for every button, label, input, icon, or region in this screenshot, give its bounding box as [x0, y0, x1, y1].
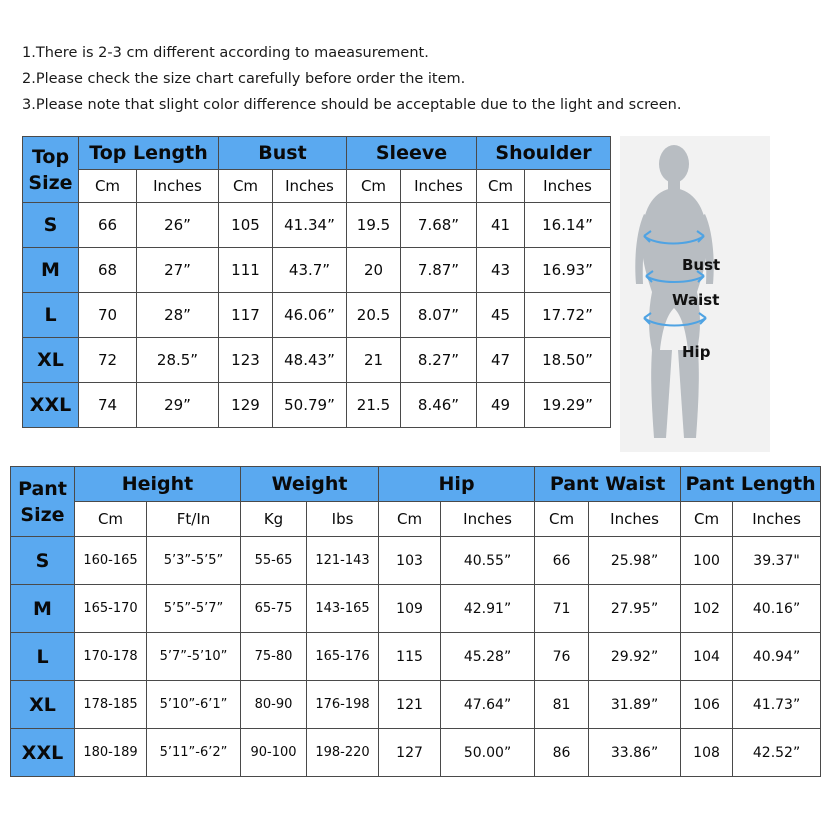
pant-cell-s-0: 160-165 [75, 537, 147, 585]
pant-cell-xl-6: 81 [535, 681, 589, 729]
top-cell-xl-1: 28.5” [137, 338, 219, 383]
pant-cell-m-2: 65-75 [241, 585, 307, 633]
figure-label-waist: Waist [672, 291, 720, 309]
table-row [11, 729, 821, 777]
notes-block [22, 40, 722, 118]
table-row [11, 633, 821, 681]
pant-unit-header-4: Cm [379, 502, 441, 537]
pant-row-label-l: L [11, 633, 75, 681]
pant-cell-m-5: 42.91” [441, 585, 535, 633]
top-size-corner-line1: Top [31, 145, 70, 168]
pant-cell-xxl-5: 50.00” [441, 729, 535, 777]
pant-cell-s-2: 55-65 [241, 537, 307, 585]
top-cell-xl-5: 8.27” [401, 338, 477, 383]
top-cell-m-7: 16.93” [525, 248, 611, 293]
pant-table-group-header-row [11, 467, 821, 502]
top-cell-xxl-1: 29” [137, 383, 219, 428]
pant-cell-s-6: 66 [535, 537, 589, 585]
pant-cell-s-9: 39.37" [733, 537, 821, 585]
top-cell-m-2: 111 [219, 248, 273, 293]
pant-cell-l-5: 45.28” [441, 633, 535, 681]
top-table-group-header-row [23, 137, 611, 170]
top-cell-xl-3: 48.43” [273, 338, 347, 383]
top-cell-xxl-6: 49 [477, 383, 525, 428]
pant-unit-header-1: Ft/In [147, 502, 241, 537]
top-cell-s-1: 26” [137, 203, 219, 248]
top-cell-xl-4: 21 [347, 338, 401, 383]
pant-cell-xxl-1: 5’11”-6’2” [147, 729, 241, 777]
top-cell-l-2: 117 [219, 293, 273, 338]
top-group-header-shoulder: Shoulder [477, 137, 611, 170]
top-cell-m-6: 43 [477, 248, 525, 293]
pant-cell-xl-2: 80-90 [241, 681, 307, 729]
top-unit-header-5: Inches [401, 170, 477, 203]
top-unit-header-4: Cm [347, 170, 401, 203]
table-row [23, 248, 611, 293]
pant-group-header-pant-length: Pant Length [681, 467, 821, 502]
table-row [11, 537, 821, 585]
top-cell-l-1: 28” [137, 293, 219, 338]
note-line-1: 1.There is 2-3 cm different according to maeasurement. [22, 45, 429, 61]
figure-label-hip: Hip [682, 343, 711, 361]
top-cell-xl-0: 72 [79, 338, 137, 383]
pant-cell-l-6: 76 [535, 633, 589, 681]
top-cell-xxl-0: 74 [79, 383, 137, 428]
top-size-corner-line2: Size [28, 171, 73, 194]
top-cell-l-0: 70 [79, 293, 137, 338]
top-group-header-bust: Bust [219, 137, 347, 170]
table-row [23, 338, 611, 383]
pant-cell-m-0: 165-170 [75, 585, 147, 633]
top-group-header-sleeve: Sleeve [347, 137, 477, 170]
pant-unit-header-0: Cm [75, 502, 147, 537]
pant-cell-xl-3: 176-198 [307, 681, 379, 729]
pant-cell-xl-9: 41.73” [733, 681, 821, 729]
pant-unit-header-3: Ibs [307, 502, 379, 537]
top-cell-s-5: 7.68” [401, 203, 477, 248]
pant-cell-m-1: 5’5”-5’7” [147, 585, 241, 633]
pant-group-header-weight: Weight [241, 467, 379, 502]
pant-size-corner-line2: Size [20, 503, 65, 526]
pant-cell-l-7: 29.92” [589, 633, 681, 681]
pant-row-label-xxl: XXL [11, 729, 75, 777]
pant-unit-header-5: Inches [441, 502, 535, 537]
pant-cell-xxl-9: 42.52” [733, 729, 821, 777]
pant-cell-m-3: 143-165 [307, 585, 379, 633]
pant-cell-xl-8: 106 [681, 681, 733, 729]
top-unit-header-0: Cm [79, 170, 137, 203]
top-cell-xxl-2: 129 [219, 383, 273, 428]
pant-cell-s-1: 5’3”-5’5” [147, 537, 241, 585]
pant-cell-m-4: 109 [379, 585, 441, 633]
table-row [23, 383, 611, 428]
pant-cell-l-1: 5’7”-5’10” [147, 633, 241, 681]
pant-cell-xxl-4: 127 [379, 729, 441, 777]
pant-cell-m-6: 71 [535, 585, 589, 633]
top-cell-xl-7: 18.50” [525, 338, 611, 383]
pant-cell-xl-0: 178-185 [75, 681, 147, 729]
top-cell-xl-6: 47 [477, 338, 525, 383]
pant-cell-s-5: 40.55” [441, 537, 535, 585]
top-cell-xxl-7: 19.29” [525, 383, 611, 428]
pant-unit-header-6: Cm [535, 502, 589, 537]
pant-cell-m-9: 40.16” [733, 585, 821, 633]
top-group-header-top-length: Top Length [79, 137, 219, 170]
top-unit-header-6: Cm [477, 170, 525, 203]
pant-cell-xxl-7: 33.86” [589, 729, 681, 777]
pant-cell-xl-5: 47.64” [441, 681, 535, 729]
top-cell-xxl-5: 8.46” [401, 383, 477, 428]
pant-unit-header-2: Kg [241, 502, 307, 537]
top-cell-l-4: 20.5 [347, 293, 401, 338]
pant-cell-m-8: 102 [681, 585, 733, 633]
pant-cell-xl-4: 121 [379, 681, 441, 729]
pant-size-table-wrap [10, 466, 821, 777]
top-cell-m-4: 20 [347, 248, 401, 293]
top-size-table [22, 136, 611, 428]
pant-size-corner-line1: Pant [18, 477, 67, 500]
pant-cell-xl-1: 5’10”-6’1” [147, 681, 241, 729]
top-cell-m-1: 27” [137, 248, 219, 293]
top-cell-s-6: 41 [477, 203, 525, 248]
pant-group-header-pant-waist: Pant Waist [535, 467, 681, 502]
top-row-label-l: L [23, 293, 79, 338]
pant-cell-s-4: 103 [379, 537, 441, 585]
top-unit-header-2: Cm [219, 170, 273, 203]
pant-group-header-height: Height [75, 467, 241, 502]
pant-size-table [10, 466, 821, 777]
pant-table-unit-header-row [11, 502, 821, 537]
top-cell-m-5: 7.87” [401, 248, 477, 293]
top-unit-header-3: Inches [273, 170, 347, 203]
top-cell-xxl-3: 50.79” [273, 383, 347, 428]
pant-cell-xxl-6: 86 [535, 729, 589, 777]
pant-cell-m-7: 27.95” [589, 585, 681, 633]
pant-cell-l-2: 75-80 [241, 633, 307, 681]
top-cell-l-5: 8.07” [401, 293, 477, 338]
table-row [23, 203, 611, 248]
top-table-unit-header-row [23, 170, 611, 203]
pant-cell-xxl-3: 198-220 [307, 729, 379, 777]
top-row-label-m: M [23, 248, 79, 293]
pant-cell-xxl-8: 108 [681, 729, 733, 777]
table-row [23, 293, 611, 338]
note-line-2: 2.Please check the size chart carefully before order the item. [22, 71, 466, 87]
pant-unit-header-7: Inches [589, 502, 681, 537]
pant-cell-l-8: 104 [681, 633, 733, 681]
figure-label-bust: Bust [682, 256, 721, 274]
top-cell-m-0: 68 [79, 248, 137, 293]
top-cell-xl-2: 123 [219, 338, 273, 383]
pant-cell-xl-7: 31.89” [589, 681, 681, 729]
top-cell-m-3: 43.7” [273, 248, 347, 293]
top-unit-header-1: Inches [137, 170, 219, 203]
top-cell-s-4: 19.5 [347, 203, 401, 248]
pant-cell-s-8: 100 [681, 537, 733, 585]
top-cell-l-3: 46.06” [273, 293, 347, 338]
top-size-corner [23, 137, 79, 203]
pant-row-label-xl: XL [11, 681, 75, 729]
note-line-3: 3.Please note that slight color difference should be acceptable due to the light and screen. [22, 97, 682, 113]
top-unit-header-7: Inches [525, 170, 611, 203]
table-row [11, 585, 821, 633]
pant-cell-l-3: 165-176 [307, 633, 379, 681]
pant-cell-l-4: 115 [379, 633, 441, 681]
pant-cell-xxl-2: 90-100 [241, 729, 307, 777]
top-cell-s-3: 41.34” [273, 203, 347, 248]
pant-unit-header-8: Cm [681, 502, 733, 537]
pant-row-label-s: S [11, 537, 75, 585]
pant-group-header-hip: Hip [379, 467, 535, 502]
pant-cell-l-9: 40.94” [733, 633, 821, 681]
top-cell-l-6: 45 [477, 293, 525, 338]
top-row-label-xl: XL [23, 338, 79, 383]
table-row [11, 681, 821, 729]
top-row-label-xxl: XXL [23, 383, 79, 428]
pant-size-corner [11, 467, 75, 537]
top-cell-s-7: 16.14” [525, 203, 611, 248]
pant-row-label-m: M [11, 585, 75, 633]
top-cell-s-0: 66 [79, 203, 137, 248]
top-cell-l-7: 17.72” [525, 293, 611, 338]
top-cell-s-2: 105 [219, 203, 273, 248]
pant-unit-header-9: Inches [733, 502, 821, 537]
top-size-table-wrap [22, 136, 611, 428]
top-cell-xxl-4: 21.5 [347, 383, 401, 428]
pant-cell-s-7: 25.98” [589, 537, 681, 585]
top-row-label-s: S [23, 203, 79, 248]
pant-cell-l-0: 170-178 [75, 633, 147, 681]
measurement-figure [620, 136, 770, 452]
pant-cell-s-3: 121-143 [307, 537, 379, 585]
pant-cell-xxl-0: 180-189 [75, 729, 147, 777]
